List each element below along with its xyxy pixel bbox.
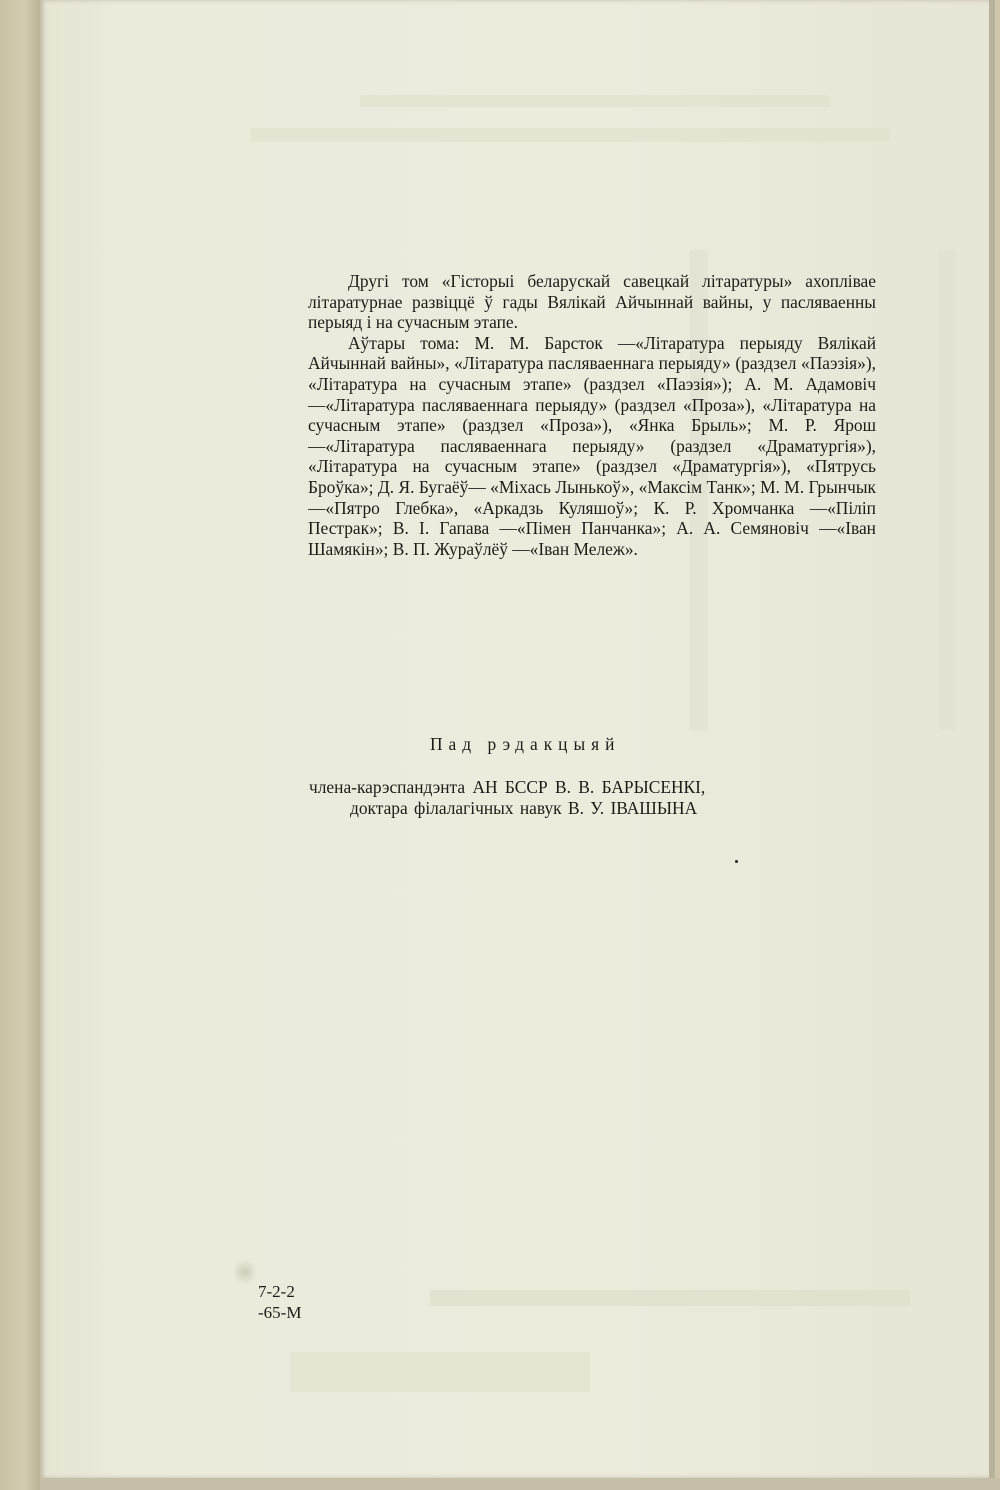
catalog-code-line-1: 7-2-2	[258, 1282, 295, 1301]
page-bottom-edge	[40, 1478, 1000, 1490]
catalog-code-line-2: -65-М	[258, 1303, 302, 1322]
summary-paragraph: Другі том «Гісторыі беларускай савецкай літаратуры» ахоплівае літаратурнае развіццё ў гады Вялікай Айчыннай вайны, у пасляваенны перыяд і на сучасным этапе.	[308, 271, 876, 333]
show-through-band	[430, 1290, 910, 1306]
authors-paragraph: Аўтары тома: М. М. Барсток —«Літаратура перыяду Вялікай Айчыннай вайны», «Літаратура пасляваеннага перыяду» (раздзел «Паэзія»), «Літаратура на сучасным этапе» (раздзел «Паэзія»); А. М. Адамовіч —«Літаратура пасляваеннага перыяду» (раздзел «Проза»), «Літаратура на сучасным этапе» (раздзел «Проза»), «Янка Брыль»; М. Р. Ярош —«Літаратура пасляваеннага перыяду» (раздзел «Драматургія»), «Літаратура на сучасным этапе» (раздзел «Драматургія»), «Пятрусь Броўка»; Д. Я. Бугаёў— «Міхась Лынькоў», «Максім Танк»; М. М. Грынчык —«Пятро Глебка», «Аркадзь Куляшоў»; К. Р. Хромчанка —«Піліп Пестрак»; В. І. Гапава —«Пімен Панчанка»; А. А. Семяновіч —«Іван Шамякін»; В. П. Жураўлёў —«Іван Мележ».	[308, 332, 876, 559]
editors-heading: Пад рэдакцыяй	[430, 734, 621, 754]
annotation-text	[308, 271, 876, 559]
editor-line-1: члена-карэспандэнта АН БССР В. В. БАРЫСЕНКІ,	[309, 777, 706, 797]
show-through-band	[290, 1352, 590, 1392]
show-through-band	[250, 128, 890, 142]
editor-line-2: доктара філалагічных навук В. У. ІВАШЫНА	[350, 798, 698, 818]
page-right-edge	[989, 0, 995, 1478]
paper-stain	[234, 1258, 256, 1286]
book-binding-edge	[0, 0, 40, 1490]
show-through-band	[360, 95, 830, 107]
print-speck	[735, 860, 738, 863]
